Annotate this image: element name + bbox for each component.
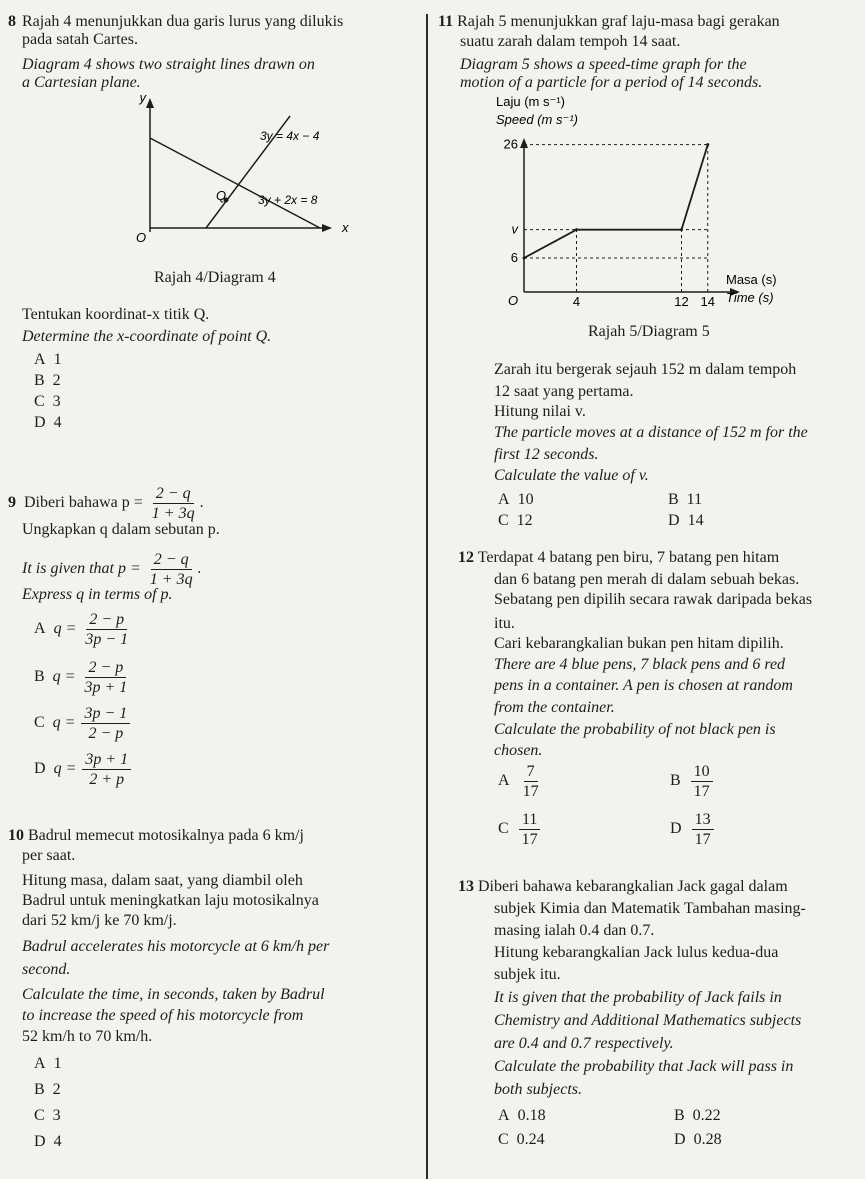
data-point-2: [680, 228, 683, 231]
q12-option-a[interactable]: [498, 762, 544, 801]
option-letter: B: [674, 1107, 685, 1124]
option-letter: B: [34, 1081, 45, 1098]
graph-origin-label: O: [508, 293, 519, 308]
option-letter: C: [498, 512, 509, 529]
q10-number: 10: [8, 827, 24, 844]
q10-english-line1: Badrul accelerates his motorcycle at 6 km/h per: [22, 938, 330, 955]
option-value: 2: [52, 1081, 61, 1098]
line1-label: 3y = 4x − 4: [260, 129, 320, 143]
formula-numerator: 2 − q: [153, 484, 194, 504]
option-letter: A: [498, 1107, 510, 1124]
fraction-numerator: 3p − 1: [81, 704, 130, 724]
diagram-4: [136, 90, 360, 262]
q11-malay-text3: Hitung nilai v.: [494, 403, 586, 420]
q8-english-line1: Diagram 4 shows two straight lines drawn on: [22, 56, 315, 73]
q13-english-line2: Chemistry and Additional Mathematics subjects: [494, 1012, 802, 1029]
q11-option-a[interactable]: [498, 490, 534, 510]
option-lhs: q =: [52, 714, 76, 732]
y-axis-arrow: [146, 98, 154, 108]
q13-malay-line5: subjek itu.: [494, 966, 561, 983]
q8-malay-line2: pada satah Cartes.: [22, 31, 138, 48]
option-fraction: [81, 704, 130, 743]
fraction-denominator: 17: [521, 831, 538, 848]
y-tick-label-2: 6: [510, 250, 518, 265]
fraction-denominator: 17: [693, 783, 710, 800]
option-lhs: q =: [52, 668, 76, 686]
option-value: 0.22: [692, 1107, 721, 1124]
graph-y-axis-arrow: [520, 138, 528, 148]
option-fraction: [691, 762, 713, 801]
fraction-denominator: 3p + 1: [84, 679, 128, 696]
q10-malay-line4: Badrul untuk meningkatkan laju motosikalnya: [22, 892, 319, 909]
q13-option-a[interactable]: [498, 1106, 546, 1126]
option-fraction: [692, 810, 714, 849]
graph-dynamic-layer: [504, 137, 715, 309]
q10-malay-line1-text: Badrul memecut motosikalnya pada 6 km/j: [28, 827, 304, 844]
q11-malay-text2: 12 saat yang pertama.: [494, 383, 634, 400]
q12-option-c[interactable]: [498, 810, 543, 849]
q12-malay-line5: Cari kebarangkalian bukan pen hitam dipilih.: [494, 635, 784, 652]
q12-english-line1: There are 4 blue pens, 7 black pens and 6 red: [494, 656, 786, 673]
option-letter: D: [34, 1133, 46, 1150]
formula-denominator: 1 + 3q: [151, 505, 195, 522]
option-letter: D: [674, 1131, 686, 1148]
q12-malay-line1-text: Terdapat 4 batang pen biru, 7 batang pen hitam: [477, 549, 780, 566]
fraction-denominator: 2 + p: [89, 771, 125, 788]
diagram-5-graph: [494, 94, 834, 324]
q12-english-line4: Calculate the probability of not black pen is: [494, 721, 776, 738]
option-letter: A: [34, 1055, 46, 1072]
option-letter: C: [34, 714, 45, 732]
option-value: 4: [53, 414, 62, 431]
fraction-numerator: 10: [691, 762, 713, 782]
data-point-0: [523, 257, 526, 260]
q9-option-a[interactable]: [34, 610, 133, 649]
q11-malay-line2: suatu zarah dalam tempoh 14 saat.: [460, 33, 681, 50]
diagram-5-caption: Rajah 5/Diagram 5: [588, 323, 710, 340]
speed-time-line: [524, 145, 708, 258]
fraction-numerator: 2 − p: [85, 658, 126, 678]
option-letter: D: [668, 512, 680, 529]
q13-malay-line1: [458, 877, 788, 897]
option-value: 4: [53, 1133, 62, 1150]
right-column: [438, 0, 865, 1179]
y-axis-label: y: [139, 90, 146, 105]
q10-malay-line5: dari 52 km/j ke 70 km/j.: [22, 912, 177, 929]
q12-malay-line3: Sebatang pen dipilih secara rawak daripada bekas: [494, 591, 813, 608]
q9-number: 9: [8, 494, 16, 512]
fraction-numerator: 13: [692, 810, 714, 830]
q11-malay-text1: Zarah itu bergerak sejauh 152 m dalam tempoh: [494, 361, 797, 378]
option-fraction: [520, 762, 542, 801]
x-tick-label-0: 4: [572, 294, 581, 309]
q12-option-b[interactable]: [670, 762, 715, 801]
q11-malay-line1: [438, 12, 780, 32]
option-letter: A: [34, 620, 46, 638]
fraction-denominator: 2 − p: [88, 725, 124, 742]
option-fraction: [519, 810, 541, 849]
q8-malay-line1: Rajah 4 menunjukkan dua garis lurus yang dilukis: [22, 13, 344, 30]
option-value: 1: [53, 1055, 62, 1072]
q11-option-d[interactable]: [668, 511, 704, 531]
q8-option-b[interactable]: [34, 371, 61, 391]
graph-x-label-english: Time (s): [726, 290, 774, 305]
option-fraction: [81, 658, 130, 697]
option-fraction: [82, 610, 131, 649]
q13-malay-line3: masing ialah 0.4 dan 0.7.: [494, 922, 655, 939]
q13-option-d[interactable]: [674, 1130, 722, 1150]
graph-y-label-malay: Laju (m s⁻¹): [496, 94, 565, 109]
option-fraction: [82, 750, 131, 789]
q9-option-d[interactable]: [34, 750, 133, 789]
q13-english-line4: Calculate the probability that Jack will pass in: [494, 1058, 794, 1075]
q12-english-line2: pens in a container. A pen is chosen at random: [494, 677, 793, 694]
q9-malay-task: Ungkapkan q dalam sebutan p.: [22, 521, 220, 538]
q9-formula-malay: [149, 484, 198, 523]
option-letter: D: [34, 414, 46, 431]
q13-number: 13: [458, 878, 474, 895]
option-value: 3: [52, 393, 61, 410]
q9-option-c[interactable]: [34, 704, 132, 743]
origin-label: O: [136, 230, 147, 245]
option-letter: A: [498, 491, 510, 508]
q10-option-c[interactable]: [34, 1106, 61, 1126]
fraction-denominator: 17: [522, 783, 539, 800]
q9-english-prefix: It is given that p =: [22, 560, 141, 578]
q12-malay-line4: itu.: [494, 615, 515, 632]
point-q-label: Q: [216, 188, 227, 203]
left-column: [0, 0, 430, 1179]
q9-malay-prefix: Diberi bahawa p =: [24, 494, 143, 512]
q12-english-line5: chosen.: [494, 742, 543, 759]
q11-english-text2: first 12 seconds.: [494, 446, 599, 463]
data-point-1: [575, 228, 578, 231]
q11-english-line1: Diagram 5 shows a speed-time graph for the: [460, 56, 747, 73]
line-3y-plus-2x-eq-8: [150, 138, 320, 228]
option-lhs: q =: [53, 620, 77, 638]
q10-english-line5: 52 km/h to 70 km/h.: [22, 1028, 153, 1045]
option-value: 0.24: [516, 1131, 545, 1148]
q9-formula-english: [147, 550, 196, 589]
q11-option-c[interactable]: [498, 511, 533, 531]
q11-english-text1: The particle moves at a distance of 152 m for the: [494, 424, 808, 441]
fraction-denominator: 3p − 1: [85, 631, 129, 648]
option-value: 0.28: [693, 1131, 722, 1148]
q9-stem-malay: 9 Diberi bahawa p = $\frac{2 - q}{1 + 3q}$ .: [8, 485, 204, 522]
option-letter: C: [498, 1131, 509, 1148]
fraction-numerator: 11: [519, 810, 540, 830]
q11-english-text3: Calculate the value of v.: [494, 467, 649, 484]
option-value: 3: [52, 1107, 61, 1124]
q10-malay-line1: [8, 826, 304, 846]
option-letter: B: [34, 372, 45, 389]
formula-denominator: 1 + 3q: [149, 571, 193, 588]
option-letter: B: [34, 668, 45, 686]
y-tick-label-1: v: [511, 221, 518, 237]
q10-english-line2: second.: [22, 961, 71, 978]
option-letter: D: [34, 760, 46, 778]
fraction-numerator: 3p + 1: [82, 750, 131, 770]
q11-malay-line1-text: Rajah 5 menunjukkan graf laju-masa bagi gerakan: [457, 13, 780, 30]
x-tick-label-2: 14: [700, 294, 715, 309]
q8-number: 8: [8, 13, 16, 30]
option-value: 10: [517, 491, 534, 508]
x-axis-label: x: [342, 220, 349, 235]
q12-option-d[interactable]: [670, 810, 716, 849]
option-value: 14: [687, 512, 704, 529]
data-point-3: [706, 143, 709, 146]
q13-option-c[interactable]: [498, 1130, 545, 1150]
q8-option-c[interactable]: [34, 392, 61, 412]
q11-english-line2: motion of a particle for a period of 14 seconds.: [460, 74, 763, 91]
q10-option-b[interactable]: [34, 1080, 61, 1100]
q10-malay-line2: per saat.: [22, 847, 76, 864]
diagram-4-caption: Rajah 4/Diagram 4: [154, 269, 276, 286]
q13-english-line1: It is given that the probability of Jack fails in: [494, 989, 782, 1006]
q8-question-english: Determine the x-coordinate of point Q.: [22, 328, 272, 345]
option-value: 1: [53, 351, 62, 368]
q11-option-b[interactable]: [668, 490, 702, 510]
q10-malay-line3: Hitung masa, dalam saat, yang diambil oleh: [22, 872, 303, 889]
q9-stem-english: It is given that p = $\frac{2 - q}{1 + 3q}$ .: [22, 551, 202, 588]
q10-english-line3: Calculate the time, in seconds, taken by Badrul: [22, 986, 325, 1003]
q13-malay-line2: subjek Kimia dan Matematik Tambahan masing-: [494, 900, 806, 917]
q12-malay-line2: dan 6 batang pen merah di dalam sebuah bekas.: [494, 571, 800, 588]
y-tick-label-0: 26: [503, 136, 518, 152]
q9-english-task: Express q in terms of p.: [22, 586, 173, 603]
formula-numerator: 2 − q: [151, 550, 192, 570]
q12-malay-line1: [458, 548, 779, 568]
option-letter: C: [34, 393, 45, 410]
option-value: 11: [686, 491, 703, 508]
option-lhs: q =: [53, 760, 77, 778]
fraction-denominator: 17: [694, 831, 711, 848]
q10-option-d[interactable]: [34, 1132, 62, 1152]
q10-english-line4: to increase the speed of his motorcycle from: [22, 1007, 304, 1024]
option-value: 0.18: [517, 1107, 546, 1124]
graph-x-label-malay: Masa (s): [726, 272, 777, 287]
option-value: 2: [52, 372, 61, 389]
q13-malay-line4: Hitung kebarangkalian Jack lulus kedua-dua: [494, 944, 779, 961]
option-letter: A: [498, 772, 510, 790]
fraction-numerator: 7: [524, 762, 538, 782]
fraction-numerator: 2 − p: [86, 610, 127, 630]
q13-option-b[interactable]: [674, 1106, 721, 1126]
x-tick-label-1: 12: [674, 294, 689, 309]
line2-label: 3y + 2x = 8: [258, 193, 318, 207]
q13-english-line5: both subjects.: [494, 1081, 582, 1098]
option-letter: B: [668, 491, 679, 508]
q12-english-line3: from the container.: [494, 699, 615, 716]
q11-number: 11: [438, 13, 454, 30]
q9-option-b[interactable]: [34, 658, 132, 697]
option-letter: C: [498, 820, 509, 838]
option-letter: A: [34, 351, 46, 368]
option-letter: D: [670, 820, 682, 838]
x-axis-arrow: [322, 224, 332, 232]
q8-option-d[interactable]: [34, 413, 62, 433]
q12-number: 12: [458, 549, 474, 566]
q8-english-line2: a Cartesian plane.: [22, 74, 141, 91]
option-value: 12: [516, 512, 533, 529]
q8-question-malay: Tentukan koordinat-x titik Q.: [22, 306, 210, 323]
option-letter: C: [34, 1107, 45, 1124]
q13-english-line3: are 0.4 and 0.7 respectively.: [494, 1035, 674, 1052]
option-letter: B: [670, 772, 681, 790]
q8-option-a[interactable]: [34, 350, 62, 370]
graph-y-label-english: Speed (m s⁻¹): [496, 112, 578, 127]
q13-malay-line1-text: Diberi bahawa kebarangkalian Jack gagal dalam: [478, 878, 788, 895]
q10-option-a[interactable]: [34, 1054, 62, 1074]
